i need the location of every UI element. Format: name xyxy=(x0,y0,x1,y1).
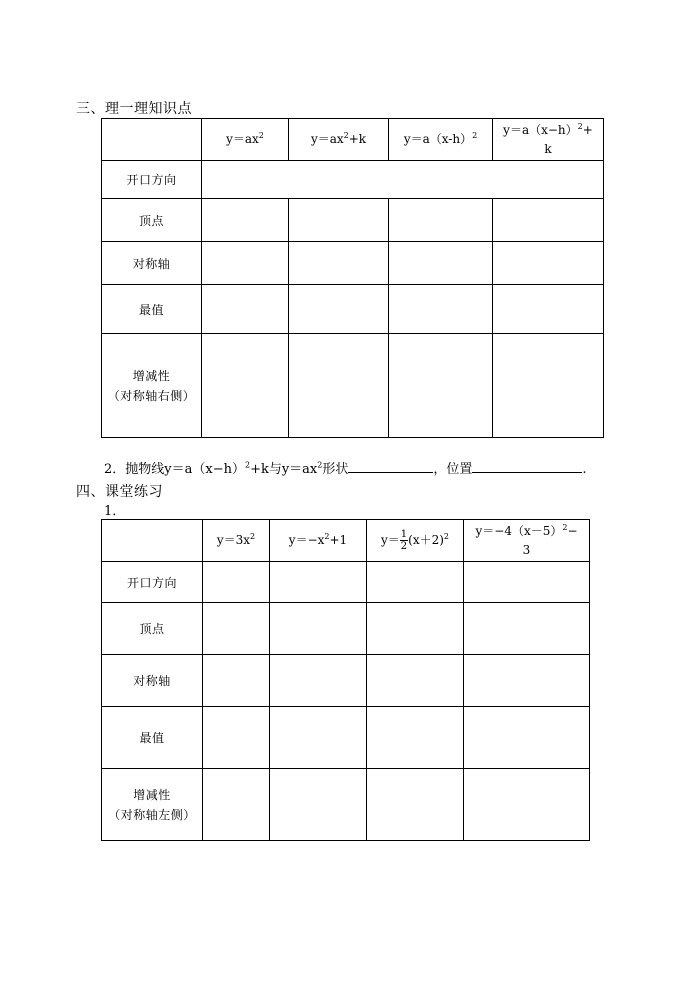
answer-cell[interactable] xyxy=(464,769,590,841)
answer-cell[interactable] xyxy=(367,707,464,769)
practice-table xyxy=(101,519,590,841)
row-label-extremum: 最值 xyxy=(102,707,203,769)
answer-cell[interactable] xyxy=(202,334,289,438)
header-y-neg-x2-plus-1: $y=-x^2+1$ xyxy=(270,520,367,562)
answer-cell[interactable] xyxy=(464,655,590,707)
section-4-heading: 四、课堂练习 xyxy=(76,484,163,500)
table-row xyxy=(102,769,590,841)
header-y-a-x-minus-h-sq: $y=a(x-h)^2$ xyxy=(389,119,493,161)
shape-answer-blank[interactable] xyxy=(348,472,433,473)
row-label-opening: 开口方向 xyxy=(102,562,203,603)
header-y-a-x-minus-h-sq-plus-k: $y=a(x-h)^2+$ k xyxy=(493,119,604,161)
answer-cell[interactable] xyxy=(367,655,464,707)
corner-cell xyxy=(102,119,202,161)
header-y-neg4-x-minus-5-sq-minus-3: $y=-4(x-5)^2-$ 3 xyxy=(464,520,590,562)
row-label-vertex: 顶点 xyxy=(102,199,202,242)
answer-cell[interactable] xyxy=(270,707,367,769)
corner-cell xyxy=(102,520,203,562)
answer-cell[interactable] xyxy=(289,334,389,438)
answer-cell[interactable] xyxy=(289,285,389,334)
table-row xyxy=(102,199,604,242)
table-header-row xyxy=(102,119,604,161)
item-1-label: 1． xyxy=(104,504,126,519)
answer-cell[interactable] xyxy=(203,707,270,769)
row-label-vertex: 顶点 xyxy=(102,603,203,655)
header-y-half-x-plus-2-sq: y＝ $\frac{1}{2}$ $(x+2)^2$ xyxy=(367,520,464,562)
answer-cell[interactable] xyxy=(203,655,270,707)
row-label-axis: 对称轴 xyxy=(102,655,203,707)
table-header-row xyxy=(102,520,590,562)
header-y-3x2: $y=3x^2$ xyxy=(203,520,270,562)
answer-cell[interactable] xyxy=(389,285,493,334)
answer-cell[interactable] xyxy=(493,242,604,285)
answer-cell[interactable] xyxy=(289,242,389,285)
answer-cell[interactable] xyxy=(202,242,289,285)
answer-cell[interactable] xyxy=(203,562,270,603)
table-row xyxy=(102,655,590,707)
answer-cell[interactable] xyxy=(270,562,367,603)
answer-cell[interactable] xyxy=(270,769,367,841)
answer-cell[interactable] xyxy=(493,199,604,242)
answer-cell[interactable] xyxy=(389,334,493,438)
table-row xyxy=(102,242,604,285)
header-y-ax2-plus-k: $y=ax^2+k$ xyxy=(289,119,389,161)
table-row xyxy=(102,707,590,769)
table-row xyxy=(102,562,590,603)
answer-cell[interactable] xyxy=(203,603,270,655)
answer-cell[interactable] xyxy=(202,199,289,242)
table-row xyxy=(102,334,604,438)
row-label-monotonicity: 增减性 （对称轴右侧） xyxy=(102,334,202,438)
row-label-axis: 对称轴 xyxy=(102,242,202,285)
answer-cell[interactable] xyxy=(367,769,464,841)
header-y-ax2: $y=ax^2$ xyxy=(202,119,289,161)
answer-cell[interactable] xyxy=(389,242,493,285)
answer-cell[interactable] xyxy=(464,562,590,603)
answer-cell[interactable] xyxy=(464,707,590,769)
table-row xyxy=(102,603,590,655)
section-3-heading: 三、理一理知识点 xyxy=(76,101,192,117)
table-row xyxy=(102,285,604,334)
fraction-one-half: $\frac{1}{2}$ xyxy=(400,529,408,552)
answer-cell[interactable] xyxy=(367,562,464,603)
answer-cell[interactable] xyxy=(464,603,590,655)
row-label-opening: 开口方向 xyxy=(102,161,202,199)
answer-cell[interactable] xyxy=(202,161,604,199)
answer-cell[interactable] xyxy=(203,769,270,841)
answer-cell[interactable] xyxy=(493,334,604,438)
question-2: 2．抛物线$y=a(x-h)^2+k$与$y=ax^2$形状 ，位置 . xyxy=(104,460,587,477)
knowledge-table xyxy=(101,118,604,438)
answer-cell[interactable] xyxy=(289,199,389,242)
answer-cell[interactable] xyxy=(493,285,604,334)
table-row xyxy=(102,161,604,199)
answer-cell[interactable] xyxy=(367,603,464,655)
answer-cell[interactable] xyxy=(202,285,289,334)
row-label-extremum: 最值 xyxy=(102,285,202,334)
position-answer-blank[interactable] xyxy=(472,472,582,473)
answer-cell[interactable] xyxy=(270,603,367,655)
row-label-monotonicity: 增减性 （对称轴左侧） xyxy=(102,769,203,841)
answer-cell[interactable] xyxy=(270,655,367,707)
answer-cell[interactable] xyxy=(389,199,493,242)
